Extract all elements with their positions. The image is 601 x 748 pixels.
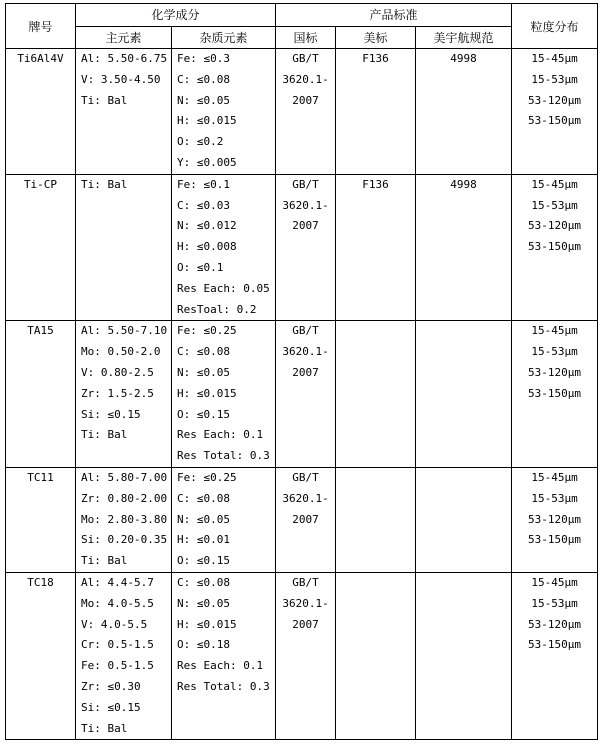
particle-line: 15-45μm bbox=[531, 470, 578, 484]
impurity-line: H: ≤0.008 bbox=[177, 240, 237, 254]
us-line: F136 bbox=[362, 177, 389, 191]
impurity-line: Fe: ≤0.3 bbox=[177, 52, 230, 65]
brand-label: TC11 bbox=[27, 470, 54, 484]
national-standard-cell bbox=[276, 321, 336, 468]
impurity-line: N: ≤0.05 bbox=[177, 93, 230, 107]
main-line: Si: ≤0.15 bbox=[81, 700, 141, 714]
header-main-elements: 主元素 bbox=[76, 26, 172, 49]
table-row bbox=[6, 174, 598, 321]
particle-line: 15-45μm bbox=[531, 324, 578, 338]
impurity-line: C: ≤0.03 bbox=[177, 198, 230, 212]
impurity-line: N: ≤0.05 bbox=[177, 365, 230, 379]
national-standard-cell bbox=[276, 174, 336, 321]
gb-line: 3620.1- bbox=[282, 198, 329, 212]
main-line: Mo: 4.0-5.5 bbox=[81, 596, 154, 610]
us-standard-cell bbox=[336, 467, 416, 572]
gb-line: 2007 bbox=[292, 219, 319, 233]
main-elements-cell bbox=[76, 572, 172, 739]
main-line: Ti: Bal bbox=[81, 428, 128, 442]
impurity-line: C: ≤0.08 bbox=[177, 345, 230, 359]
brand-cell bbox=[6, 321, 76, 468]
particle-line: 53-120μm bbox=[528, 365, 582, 379]
main-elements-cell bbox=[76, 174, 172, 321]
main-line: Al: 5.50-7.10 bbox=[81, 324, 168, 338]
header-aerospace-spec: 美宇航规范 bbox=[416, 26, 512, 49]
particle-line: 15-53μm bbox=[531, 198, 578, 212]
particle-line: 53-150μm bbox=[528, 114, 582, 128]
aerospace-spec-cell bbox=[416, 321, 512, 468]
impurity-line: ResToal: 0.2 bbox=[177, 302, 257, 316]
particle-line: 15-45μm bbox=[531, 177, 578, 191]
main-line: Zr: 0.80-2.00 bbox=[81, 491, 168, 505]
brand-label: TA15 bbox=[27, 324, 54, 338]
main-line: Mo: 0.50-2.0 bbox=[81, 345, 161, 359]
particle-line: 15-53μm bbox=[531, 491, 578, 505]
gb-line: GB/T bbox=[292, 575, 319, 589]
table-row bbox=[6, 321, 598, 468]
header-particle-size: 粒度分布 bbox=[512, 4, 598, 49]
impurity-line: H: ≤0.01 bbox=[177, 533, 230, 547]
particle-line: 53-150μm bbox=[528, 240, 582, 254]
national-standard-cell bbox=[276, 467, 336, 572]
gb-line: 3620.1- bbox=[282, 596, 329, 610]
gb-line: 3620.1- bbox=[282, 345, 329, 359]
gb-line: GB/T bbox=[292, 324, 319, 338]
us-line: F136 bbox=[362, 52, 389, 65]
header-us-standard: 美标 bbox=[336, 26, 416, 49]
main-line: Ti: Bal bbox=[81, 554, 128, 568]
main-line: Zr: ≤0.30 bbox=[81, 679, 141, 693]
particle-size-cell bbox=[512, 467, 598, 572]
particle-size-cell bbox=[512, 174, 598, 321]
impurity-line: H: ≤0.015 bbox=[177, 617, 237, 631]
gb-line: 2007 bbox=[292, 93, 319, 107]
impurity-elements-cell bbox=[172, 572, 276, 739]
table-row bbox=[6, 467, 598, 572]
impurity-line: H: ≤0.015 bbox=[177, 114, 237, 128]
brand-label: TC18 bbox=[27, 575, 54, 589]
impurity-line: H: ≤0.015 bbox=[177, 386, 237, 400]
us-standard-cell bbox=[336, 572, 416, 739]
main-elements-cell bbox=[76, 49, 172, 175]
us-standard-cell bbox=[336, 174, 416, 321]
impurity-line: O: ≤0.15 bbox=[177, 407, 230, 421]
gb-line: 2007 bbox=[292, 512, 319, 526]
particle-line: 53-150μm bbox=[528, 638, 582, 652]
impurity-line: C: ≤0.08 bbox=[177, 491, 230, 505]
impurity-line: C: ≤0.08 bbox=[177, 72, 230, 86]
particle-line: 53-150μm bbox=[528, 386, 582, 400]
main-elements-cell bbox=[76, 467, 172, 572]
aero-line: 4998 bbox=[450, 177, 477, 191]
particle-size-cell bbox=[512, 49, 598, 175]
impurity-line: O: ≤0.18 bbox=[177, 638, 230, 652]
gb-line: GB/T bbox=[292, 52, 319, 65]
impurity-elements-cell bbox=[172, 321, 276, 468]
impurity-line: O: ≤0.2 bbox=[177, 135, 224, 149]
national-standard-cell bbox=[276, 49, 336, 175]
impurity-elements-cell bbox=[172, 174, 276, 321]
us-standard-cell bbox=[336, 321, 416, 468]
main-line: Al: 5.80-7.00 bbox=[81, 470, 168, 484]
impurity-line: Res Total: 0.3 bbox=[177, 679, 270, 693]
main-line: Mo: 2.80-3.80 bbox=[81, 512, 168, 526]
table-row bbox=[6, 49, 598, 175]
aerospace-spec-cell bbox=[416, 174, 512, 321]
main-line: Zr: 1.5-2.5 bbox=[81, 386, 154, 400]
impurity-line: N: ≤0.012 bbox=[177, 219, 237, 233]
particle-line: 53-120μm bbox=[528, 617, 582, 631]
impurity-line: Res Each: 0.05 bbox=[177, 281, 270, 295]
impurity-line: Y: ≤0.005 bbox=[177, 155, 237, 169]
header-row-1 bbox=[6, 4, 598, 27]
main-line: Ti: Bal bbox=[81, 177, 128, 191]
particle-size-cell bbox=[512, 572, 598, 739]
particle-line: 15-53μm bbox=[531, 72, 578, 86]
aero-line: 4998 bbox=[450, 52, 477, 65]
national-standard-cell bbox=[276, 572, 336, 739]
particle-line: 53-120μm bbox=[528, 512, 582, 526]
impurity-line: Fe: ≤0.1 bbox=[177, 177, 230, 191]
impurity-elements-cell bbox=[172, 49, 276, 175]
particle-line: 15-53μm bbox=[531, 596, 578, 610]
particle-line: 53-120μm bbox=[528, 93, 582, 107]
impurity-line: C: ≤0.08 bbox=[177, 575, 230, 589]
impurity-line: O: ≤0.1 bbox=[177, 260, 224, 274]
header-impurity-elements: 杂质元素 bbox=[172, 26, 276, 49]
main-line: V: 4.0-5.5 bbox=[81, 617, 148, 631]
gb-line: 3620.1- bbox=[282, 72, 329, 86]
aerospace-spec-cell bbox=[416, 467, 512, 572]
table-body bbox=[6, 49, 598, 740]
brand-label: Ti-CP bbox=[23, 177, 58, 191]
gb-line: GB/T bbox=[292, 177, 319, 191]
header-chemical-composition: 化学成分 bbox=[76, 4, 276, 27]
brand-label: Ti6Al4V bbox=[17, 52, 64, 65]
particle-size-cell bbox=[512, 321, 598, 468]
brand-cell bbox=[6, 174, 76, 321]
impurity-line: Res Each: 0.1 bbox=[177, 659, 264, 673]
impurity-elements-cell bbox=[172, 467, 276, 572]
main-line: Ti: Bal bbox=[81, 721, 128, 735]
main-line: Al: 4.4-5.7 bbox=[81, 575, 154, 589]
particle-line: 53-150μm bbox=[528, 533, 582, 547]
main-elements-cell bbox=[76, 321, 172, 468]
gb-line: 2007 bbox=[292, 365, 319, 379]
table-row bbox=[6, 572, 598, 739]
gb-line: GB/T bbox=[292, 470, 319, 484]
brand-cell bbox=[6, 467, 76, 572]
particle-line: 15-45μm bbox=[531, 575, 578, 589]
particle-line: 15-53μm bbox=[531, 345, 578, 359]
header-brand: 牌号 bbox=[6, 4, 76, 49]
particle-line: 53-120μm bbox=[528, 219, 582, 233]
brand-cell bbox=[6, 49, 76, 175]
particle-line: 15-45μm bbox=[531, 52, 578, 65]
impurity-line: N: ≤0.05 bbox=[177, 512, 230, 526]
main-line: V: 0.80-2.5 bbox=[81, 365, 154, 379]
brand-cell bbox=[6, 572, 76, 739]
gb-line: 3620.1- bbox=[282, 491, 329, 505]
gb-line: 2007 bbox=[292, 617, 319, 631]
main-line: Ti: Bal bbox=[81, 93, 128, 107]
header-row-2 bbox=[6, 26, 598, 49]
impurity-line: N: ≤0.05 bbox=[177, 596, 230, 610]
main-line: Cr: 0.5-1.5 bbox=[81, 638, 154, 652]
impurity-line: O: ≤0.15 bbox=[177, 554, 230, 568]
aerospace-spec-cell bbox=[416, 49, 512, 175]
main-line: Fe: 0.5-1.5 bbox=[81, 659, 154, 673]
main-line: Si: 0.20-0.35 bbox=[81, 533, 168, 547]
us-standard-cell bbox=[336, 49, 416, 175]
impurity-line: Res Total: 0.3 bbox=[177, 449, 270, 463]
main-line: Al: 5.50-6.75 bbox=[81, 52, 168, 65]
alloy-spec-table bbox=[5, 3, 598, 740]
impurity-line: Fe: ≤0.25 bbox=[177, 470, 237, 484]
aerospace-spec-cell bbox=[416, 572, 512, 739]
main-line: Si: ≤0.15 bbox=[81, 407, 141, 421]
impurity-line: Res Each: 0.1 bbox=[177, 428, 264, 442]
impurity-line: Fe: ≤0.25 bbox=[177, 324, 237, 338]
header-product-standard: 产品标准 bbox=[276, 4, 512, 27]
main-line: V: 3.50-4.50 bbox=[81, 72, 161, 86]
header-national-standard: 国标 bbox=[276, 26, 336, 49]
